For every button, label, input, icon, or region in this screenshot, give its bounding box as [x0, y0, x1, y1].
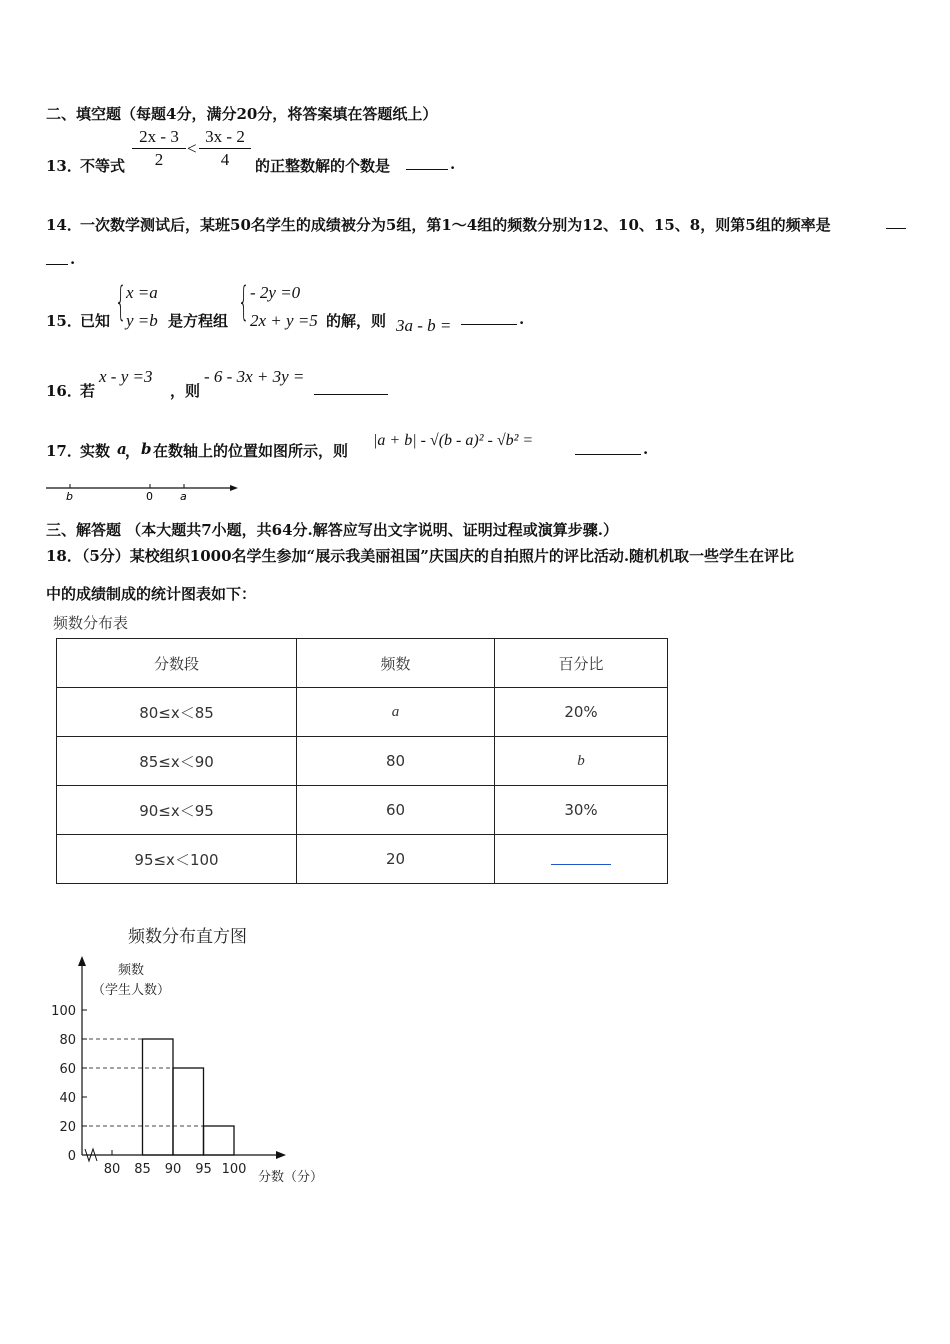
q15-system2-brace: {	[238, 279, 250, 325]
table-row	[57, 737, 668, 786]
q14-text: 一次数学测试后，某班50名学生的成绩被分为5组，第1～4组的频数分别为12、10、15、8，则第5组的频率是	[80, 216, 831, 234]
cell-frequency: a	[297, 688, 495, 737]
q18-line-1: 18．（5分）某校组织1000名学生参加“展示我美丽祖国”庆国庆的自拍照片的评比活动.随机机取一些学生在评比	[46, 547, 795, 565]
q15-end: .	[519, 310, 525, 328]
number-line-arrow	[230, 485, 238, 491]
q17-text-a: 实数	[80, 442, 111, 460]
q13-fraction-1	[132, 127, 186, 170]
q15-system1-line1: x =a	[126, 283, 158, 302]
q16-middle: ，则	[170, 382, 201, 400]
cell-range: 95≤x＜100	[57, 835, 297, 884]
q15-middle: 是方程组	[168, 312, 229, 330]
y-axis-arrow	[78, 956, 86, 966]
q17-answer-blank[interactable]	[575, 440, 641, 455]
q13-frac1-numerator: 2x - 3	[132, 127, 186, 149]
y-tick-label: 40	[59, 1091, 76, 1106]
number-line	[44, 478, 244, 504]
x-tick-label: 85	[134, 1162, 151, 1177]
q16-answer-blank[interactable]	[314, 380, 388, 395]
label-a: a	[180, 490, 187, 503]
section-2-title: 二、填空题（每题4分，满分20分，将答案填在答题纸上）	[46, 105, 438, 123]
cell-frequency: 20	[297, 835, 495, 884]
x-tick-label: 100	[221, 1162, 247, 1177]
label-b: b	[66, 490, 73, 503]
q15-expression: 3a - b =	[396, 316, 452, 335]
histogram-bar	[143, 1039, 174, 1155]
table-header-row	[57, 639, 668, 688]
q18-line-2: 中的成绩制成的统计图表如下：	[46, 585, 257, 603]
q17-number: 17．	[46, 442, 82, 460]
y-axis-label-line2: （学生人数）	[92, 983, 171, 998]
table-row	[57, 688, 668, 737]
q13-end: .	[450, 155, 456, 173]
q13-less-than: <	[187, 139, 197, 158]
cell-frequency: 60	[297, 786, 495, 835]
q13-fraction-2	[199, 127, 251, 170]
table-row	[57, 786, 668, 835]
q15-answer-blank[interactable]	[461, 310, 517, 325]
q13-suffix: 的正整数解的个数是	[255, 157, 391, 175]
q15-number: 15．	[46, 312, 82, 330]
cell-percentage: 20%	[495, 688, 668, 737]
table-caption: 频数分布表	[53, 614, 129, 632]
q17-expression: |a + b| - √(b - a)² - √b² =	[373, 432, 534, 449]
q15-system2-line1: - 2y =0	[250, 283, 301, 302]
y-axis-label-line1: 频数	[118, 963, 145, 978]
cell-percentage: b	[495, 737, 668, 786]
percentage-answer-blank[interactable]	[551, 850, 611, 865]
section-3-title: 三、解答题 （本大题共7小题，共64分.解答应写出文字说明、证明过程或演算步骤.）	[46, 521, 618, 539]
q17-var-b: b	[141, 440, 152, 458]
q14-answer-blank-1[interactable]	[886, 214, 906, 229]
cell-range: 85≤x＜90	[57, 737, 297, 786]
q14-end: .	[70, 250, 76, 268]
x-tick-label: 95	[195, 1162, 212, 1177]
q17-comma: ，	[125, 442, 141, 460]
chart-title: 频数分布直方图	[128, 927, 247, 947]
frequency-table	[56, 638, 668, 884]
x-tick-label: 80	[103, 1162, 121, 1177]
cell-frequency: 80	[297, 737, 495, 786]
q15-prefix: 已知	[80, 312, 111, 330]
header-range: 分数段	[57, 639, 297, 688]
q13-frac2-numerator: 3x - 2	[199, 127, 251, 149]
q13-answer-blank[interactable]	[406, 155, 448, 170]
header-frequency: 频数	[297, 639, 495, 688]
y-tick-label: 60	[59, 1062, 76, 1077]
q15-system2-line2: 2x + y =5	[250, 311, 318, 330]
table-row	[57, 835, 668, 884]
q14-answer-blank-2[interactable]	[46, 250, 68, 265]
q16-number: 16．	[46, 382, 82, 400]
q15-system1-brace: {	[115, 279, 127, 325]
x-axis-arrow	[276, 1151, 286, 1159]
q17-end: .	[643, 440, 649, 458]
q16-condition: x - y =3	[99, 367, 153, 386]
q15-suffix: 的解，则	[326, 312, 387, 330]
header-percentage: 百分比	[495, 639, 668, 688]
y-tick-label: 0	[67, 1149, 76, 1164]
cell-range: 90≤x＜95	[57, 786, 297, 835]
q15-system1-line2: y =b	[126, 311, 158, 330]
label-0: 0	[146, 490, 153, 503]
q17-var-a: a	[117, 440, 127, 458]
q14-number: 14．	[46, 216, 82, 234]
q13-prefix: 不等式	[80, 157, 126, 175]
q13-frac2-denominator: 4	[220, 150, 230, 169]
cell-percentage: 30%	[495, 786, 668, 835]
q16-expression: - 6 - 3x + 3y =	[204, 367, 305, 386]
histogram	[40, 918, 350, 1198]
y-tick-label: 80	[59, 1033, 76, 1048]
q13-frac1-denominator: 2	[154, 150, 164, 169]
y-tick-label: 100	[51, 1004, 76, 1019]
cell-percentage	[495, 835, 668, 884]
x-axis-label: 分数（分）	[258, 1170, 324, 1185]
y-tick-label: 20	[59, 1120, 76, 1135]
histogram-bar	[173, 1068, 204, 1155]
q17-text-b: 在数轴上的位置如图所示，则	[153, 442, 349, 460]
cell-range: 80≤x＜85	[57, 688, 297, 737]
x-tick-label: 90	[164, 1162, 182, 1177]
histogram-bar	[204, 1126, 235, 1155]
q16-prefix: 若	[80, 382, 96, 400]
q13-number: 13．	[46, 157, 82, 175]
